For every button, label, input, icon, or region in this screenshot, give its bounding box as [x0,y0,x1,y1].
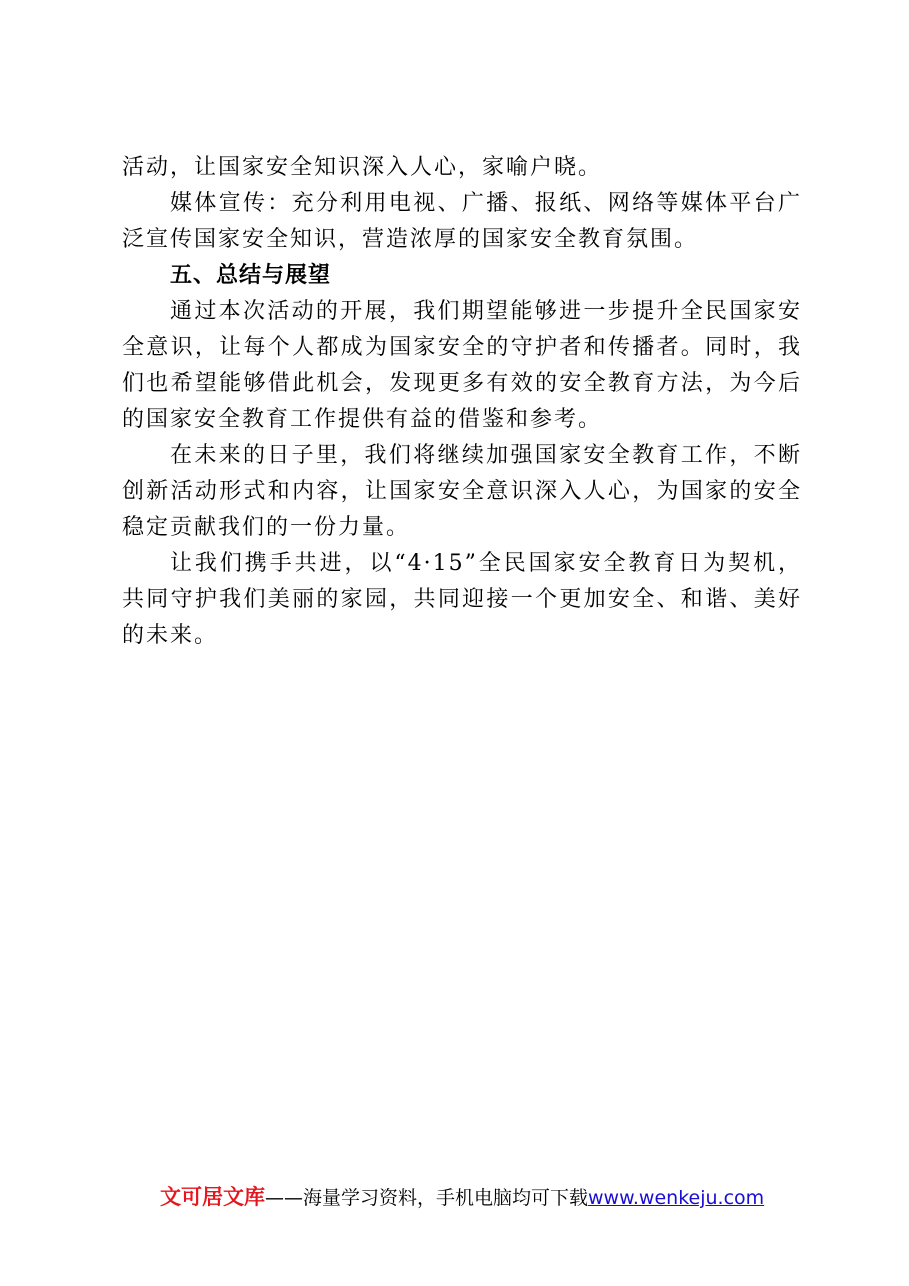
footer-slogan: ——海量学习资料，手机电脑均可下载 [265,1187,589,1209]
document-body [122,150,802,654]
paragraph-future: 在未来的日子里，我们将继续加强国家安全教育工作，不断创新活动形式和内容，让国家安全意识深入人心，为国家的安全稳定贡献我们的一份力量。 [122,443,802,540]
paragraph-summary: 通过本次活动的开展，我们期望能够进一步提升全民国家安全意识，让每个人都成为国家安全的守护者和传播者。同时，我们也希望能够借此机会，发现更多有效的安全教育方法，为今后的国家安全教育工作提供有益的借鉴和参考。 [122,299,802,432]
paragraph-closing: 让我们携手共进，以“4·15”全民国家安全教育日为契机，共同守护我们美丽的家园，共同迎接一个更加安全、和谐、美好的未来。 [122,551,802,648]
paragraph-continuation: 活动，让国家安全知识深入人心，家喻户晓。 [122,155,603,180]
footer-brand: 文可居文库 [160,1185,265,1209]
footer-banner [160,1182,800,1212]
section-heading-summary: 五、总结与展望 [170,263,332,288]
paragraph-media-promotion: 媒体宣传：充分利用电视、广播、报纸、网络等媒体平台广泛宣传国家安全知识，营造浓厚的国家安全教育氛围。 [122,191,802,252]
footer-website-link[interactable]: www.wenkeju.com [588,1187,765,1209]
